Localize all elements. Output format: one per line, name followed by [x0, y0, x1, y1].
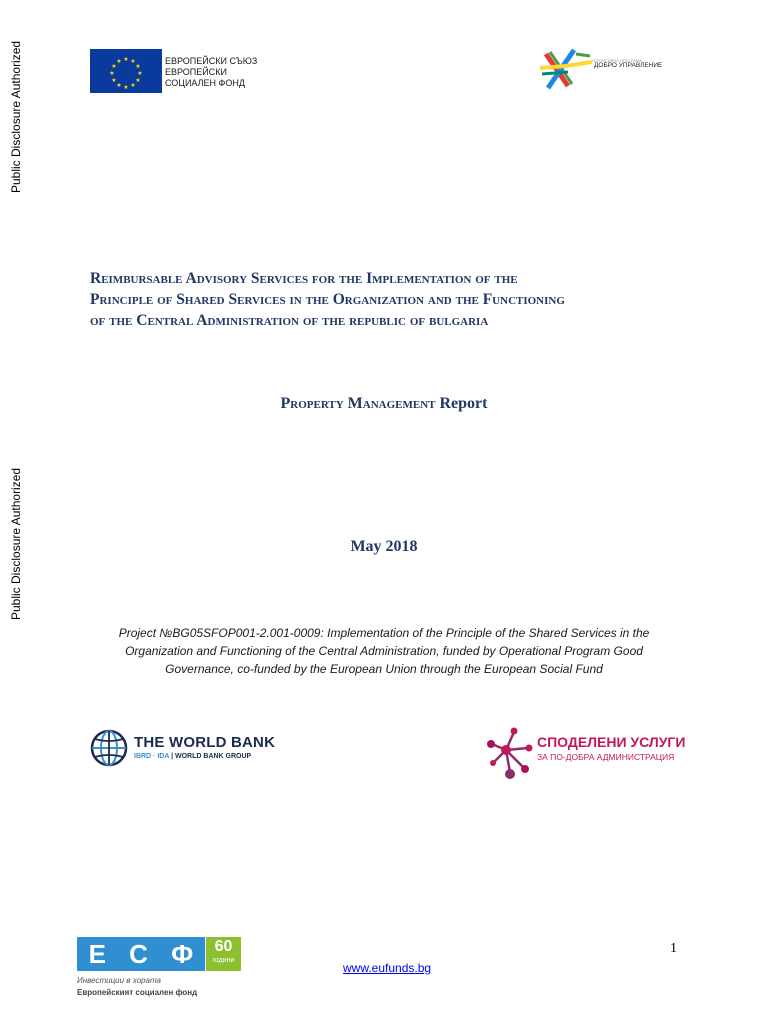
good-governance-text: ДОБРО УПРАВЛЕНИЕ: [594, 62, 663, 69]
world-bank-ibrd: IBRD · IDA: [134, 753, 170, 760]
shared-services-name: СПОДЕЛЕНИ УСЛУГИ: [537, 734, 686, 750]
svg-text:★: ★: [111, 77, 117, 84]
disclosure-label-bottom: Public Disclosure Authorized: [9, 467, 23, 620]
svg-text:★: ★: [130, 82, 136, 89]
svg-text:★: ★: [116, 58, 122, 65]
good-governance-x-icon: [538, 46, 594, 94]
esf-fund-name: Европейският социален фонд: [77, 988, 198, 997]
world-bank-name: THE WORLD BANK: [134, 734, 276, 751]
eu-logo-line-3: СОЦИАЛЕН ФОНД: [165, 78, 245, 88]
title-line-1: Reimbursable Advisory Services for the Implementation of the: [90, 270, 518, 287]
report-subtitle: [0, 395, 768, 413]
svg-text:★: ★: [135, 77, 141, 84]
svg-text:★: ★: [135, 63, 141, 70]
esf-letters: [77, 937, 205, 971]
svg-text:★: ★: [116, 82, 122, 89]
good-governance-small-text: ОПЕРАТИВНА ПРОГРАМА: [592, 58, 642, 63]
title-line-2: Principle of Shared Services in the Organization and the Functioning: [90, 291, 565, 308]
esf-letter-f: Ф: [171, 938, 194, 969]
svg-text:★: ★: [111, 63, 117, 70]
esf-tagline: Инвестиции в хората: [77, 976, 161, 985]
world-bank-subtitle: IBRD · IDA | WORLD BANK GROUP: [134, 753, 252, 760]
subtitle-main: Property Management: [280, 395, 436, 412]
eu-esf-logo: [90, 49, 265, 93]
esf-letter-s: С: [129, 938, 148, 969]
shared-services-logo: [484, 724, 684, 782]
good-governance-logo: [538, 46, 673, 94]
esf-letter-e: Е: [88, 938, 106, 969]
document-title: [90, 268, 690, 331]
network-nodes-icon: [484, 724, 536, 782]
eu-logo-line-1: ЕВРОПЕЙСКИ СЪЮЗ: [165, 56, 258, 66]
disclosure-label-top: Public Disclosure Authorized: [9, 40, 23, 193]
svg-text:★: ★: [123, 84, 129, 91]
globe-icon: [89, 728, 129, 768]
svg-text:★: ★: [123, 56, 129, 63]
subtitle-tail: Report: [439, 395, 488, 412]
project-description: Project №BG05SFOP001-2.001-0009: Implementation of the Principle of the Shared Services in the Organization and Functioning of the Central Administration, funded by Operational Program Good Governance, co-funded by the European Union through the European Social Fund: [118, 626, 650, 676]
svg-text:★: ★: [109, 70, 115, 77]
page-number: 1: [670, 941, 677, 956]
esf-sixty-years: години: [212, 957, 235, 964]
report-date: May 2018: [350, 538, 418, 555]
svg-text:★: ★: [137, 70, 143, 77]
esf-sixty-badge: [206, 937, 241, 971]
svg-text:★: ★: [130, 58, 136, 65]
world-bank-group: WORLD BANK GROUP: [175, 753, 252, 760]
eu-logo-text: [165, 56, 257, 89]
eu-logo-line-2: ЕВРОПЕЙСКИ: [165, 67, 227, 77]
title-line-3: of the Central Administration of the republic of bulgaria: [90, 312, 489, 329]
esf-sixty-number: 60: [214, 938, 233, 955]
eu-flag-icon: [90, 49, 162, 93]
world-bank-logo: [89, 726, 289, 770]
shared-services-subtitle: ЗА ПО-ДОБРА АДМИНИСТРАЦИЯ: [537, 752, 675, 762]
esf-logo: [77, 937, 247, 1001]
eufunds-link[interactable]: www.eufunds.bg: [343, 961, 432, 975]
